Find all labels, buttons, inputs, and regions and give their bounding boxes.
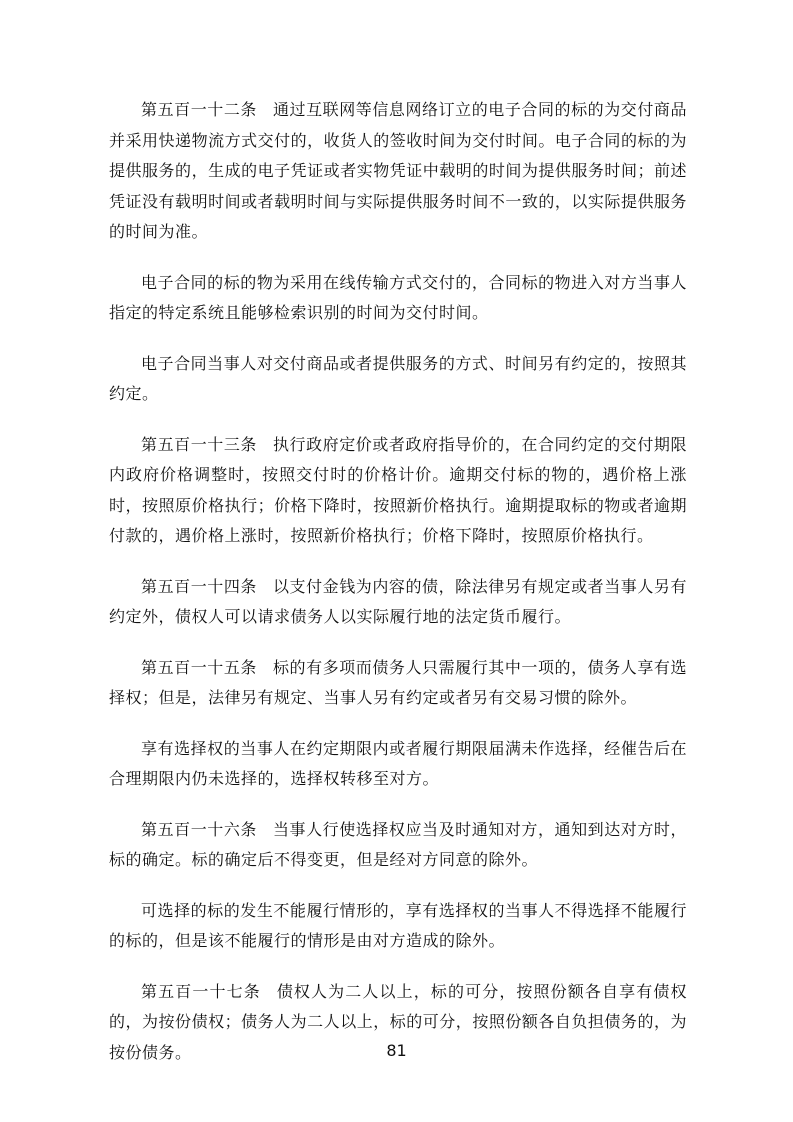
paragraph-art-512-2 [109,268,687,329]
paragraph-art-515-2 [109,734,687,795]
article-number: 第五百一十四条 [141,576,257,596]
paragraph-art-514 [109,572,687,633]
article-number: 第五百一十二条 [141,100,257,119]
paragraph-art-512-3 [109,349,687,410]
paragraph-art-513 [109,430,687,552]
page-body [109,95,687,1088]
paragraph-text: 享有选择权的当事人在约定期限内或者履行期限届满未作选择，经催告后在合理期限内仍未选择的，选择权转移至对方。 [109,738,687,788]
paragraph-art-516 [109,815,687,876]
paragraph-art-515 [109,653,687,714]
paragraph-text: 电子合同的标的物为采用在线传输方式交付的，合同标的物进入对方当事人指定的特定系统且能够检索识别的时间为交付时间。 [109,272,687,322]
paragraph-art-516-2 [109,896,687,957]
paragraph-text: 可选择的标的发生不能履行情形的，享有选择权的当事人不得选择不能履行的标的，但是该不能履行的情形是由对方造成的除外。 [109,900,687,950]
article-number: 第五百一十六条 [141,819,257,839]
article-number: 第五百一十七条 [141,981,261,1001]
paragraph-text: 以支付金钱为内容的债，除法律另有规定或者当事人另有约定外，债权人可以请求债务人以实际履行地的法定货币履行。 [109,576,687,626]
paragraph-text: 电子合同当事人对交付商品或者提供服务的方式、时间另有约定的，按照其约定。 [109,353,687,403]
paragraph-text: 通过互联网等信息网络订立的电子合同的标的为交付商品并采用快递物流方式交付的，收货人的签收时间为交付时间。电子合同的标的为提供服务的，生成的电子凭证或者实物凭证中载明的时间为提供服务时间；前述凭证没有载明时间或者载明时间与实际提供服务时间不一致的，以实际提供服务的时间为准。 [109,100,687,241]
page-number: 81 [386,1041,407,1060]
paragraph-text: 债权人为二人以上，标的可分，按照份额各自享有债权的，为按份债权；债务人为二人以上，标的可分，按照份额各自负担债务的，为按份债务。 [109,981,687,1062]
article-number: 第五百一十五条 [141,657,257,677]
paragraph-text: 执行政府定价或者政府指导价的，在合同约定的交付期限内政府价格调整时，按照交付时的价格计价。逾期交付标的物的，遇价格上涨时，按照原价格执行；价格下降时，按照新价格执行。逾期提取标的物或者逾期付款的，遇价格上涨时，按照新价格执行；价格下降时，按照原价格执行。 [109,434,687,545]
paragraph-text: 标的有多项而债务人只需履行其中一项的，债务人享有选择权；但是，法律另有规定、当事人另有约定或者另有交易习惯的除外。 [109,657,687,707]
paragraph-art-512 [109,95,687,248]
article-number: 第五百一十三条 [141,434,257,454]
paragraph-text: 当事人行使选择权应当及时通知对方，通知到达对方时，标的确定。标的确定后不得变更，但是经对方同意的除外。 [109,819,687,869]
